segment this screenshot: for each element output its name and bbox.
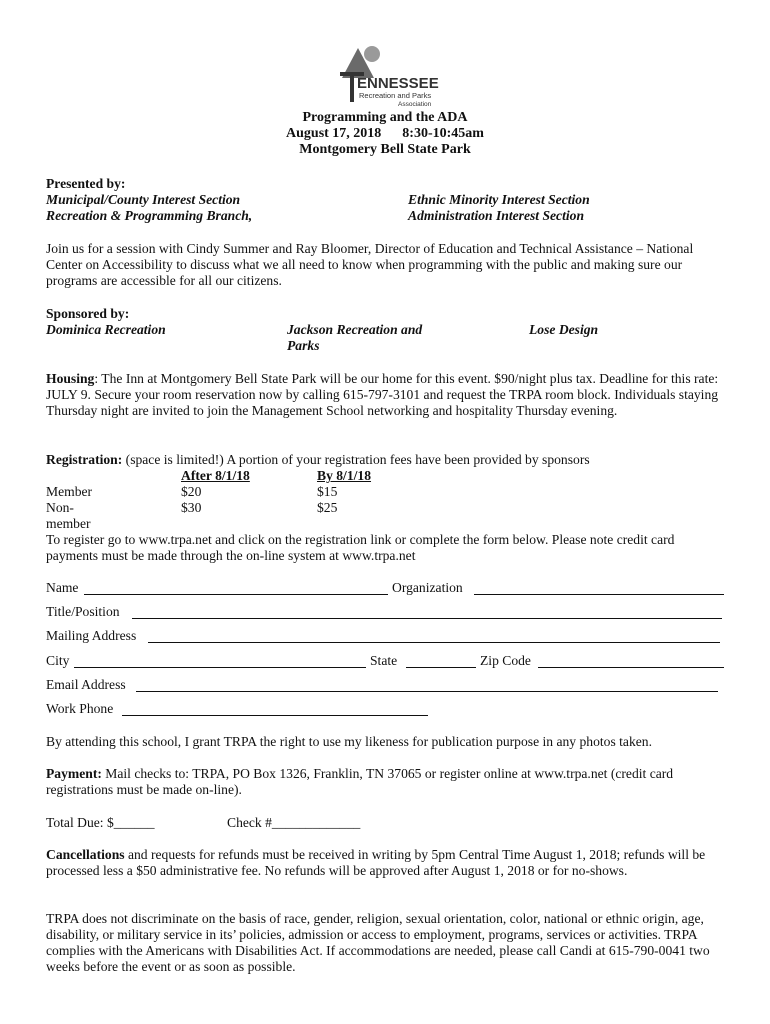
email-label: Email Address (46, 677, 126, 692)
payment-paragraph (46, 766, 726, 798)
title-position-label: Title/Position (46, 604, 120, 619)
sponsor-2-line2: Parks (287, 338, 320, 353)
cancellations-label: Cancellations (46, 847, 125, 862)
row-after: $20 (181, 484, 202, 499)
city-label: City (46, 653, 70, 668)
zip-field[interactable] (538, 653, 724, 668)
row-after: $30 (181, 500, 202, 515)
nondiscrimination-paragraph: TRPA does not discriminate on the basis of race, gender, religion, sexual orientation, color, national or ethnic origin, age, disability, or military service in its’ policies, admission or access to employment, programs, services or activities. TRPA complies with the Americans with Disabilities Act. If accommodations are needed, please call Candi at 615-790-0041 two weeks before the event or as soon as possible. (46, 911, 710, 974)
title-position-field[interactable] (132, 604, 722, 619)
row-type: Non-member (46, 500, 91, 531)
name-field[interactable] (84, 580, 388, 595)
logo-line3: Association (398, 101, 432, 108)
mailing-address-label: Mailing Address (46, 628, 137, 643)
housing-text: : The Inn at Montgomery Bell State Park will be our home for this event. $90/night plus tax. Deadline for this rate: JULY 9. Secure your room reservation now by calling 615-797-3101 and request the TRPA room block. Individuals staying Thursday night are invited to join the Management School networking and hospitality Thursday evening. (46, 371, 719, 418)
logo-graphic (338, 44, 442, 108)
name-label: Name (46, 580, 79, 595)
trpa-logo (338, 44, 442, 108)
organization-label: Organization (392, 580, 463, 595)
state-label: State (370, 653, 398, 668)
payment-text: Mail checks to: TRPA, PO Box 1326, Franklin, TN 37065 or register online at www.trpa.net (credit card registrations must be made on-line). (46, 766, 674, 797)
registration-label: Registration: (46, 452, 123, 467)
payment-label: Payment: (46, 766, 102, 781)
city-field[interactable] (74, 653, 366, 668)
document-title: Programming and the ADA (302, 110, 468, 125)
total-due-field[interactable]: Total Due: $______ (46, 815, 155, 830)
organization-field[interactable] (474, 580, 724, 595)
registration-text: (space is limited!) A portion of your registration fees have been provided by sponsors (122, 452, 590, 467)
check-number-field[interactable]: Check #_____________ (227, 815, 361, 830)
row-by: $25 (317, 500, 338, 515)
event-date-time: August 17, 2018 8:30-10:45am (286, 126, 484, 141)
intro-paragraph: Join us for a session with Cindy Summer and Ray Bloomer, Director of Education and Technical Assistance – National Center on Accessibility to discuss what we all need to know when programming with the public and making sure our programs are accessible for all our citizens. (46, 241, 694, 288)
sponsor-2-line1: Jackson Recreation and (287, 322, 423, 337)
housing-paragraph (46, 371, 726, 419)
photo-consent: By attending this school, I grant TRPA the right to use my likeness for publication purpose in any photos taken. (46, 734, 652, 749)
work-phone-field[interactable] (122, 701, 428, 716)
cancellations-paragraph (46, 847, 726, 879)
housing-label: Housing (46, 371, 95, 386)
col-by-header: By 8/1/18 (317, 468, 372, 483)
sponsor-3: Lose Design (529, 322, 599, 337)
register-note: To register go to www.trpa.net and click on the registration link or complete the form below. Please note credit card payments must be made through the on-line system at www.trpa.net (46, 532, 675, 563)
work-phone-label: Work Phone (46, 701, 114, 716)
registration-paragraph (46, 452, 726, 468)
state-field[interactable] (406, 653, 476, 668)
presented-heading: Presented by: (46, 176, 126, 191)
logo-line2: Recreation and Parks (359, 91, 432, 100)
row-type: Member (46, 484, 93, 499)
logo-word: ENNESSEE (357, 75, 439, 92)
email-field[interactable] (136, 677, 718, 692)
presenter-left-2: Recreation & Programming Branch, (46, 208, 253, 223)
mailing-address-field[interactable] (148, 628, 720, 643)
zip-label: Zip Code (480, 653, 531, 668)
presenter-left-1: Municipal/County Interest Section (46, 192, 241, 207)
presenter-right-1: Ethnic Minority Interest Section (408, 192, 590, 207)
sponsored-heading: Sponsored by: (46, 306, 130, 321)
cancellations-text: and requests for refunds must be received in writing by 5pm Central Time August 1, 2018; refunds will be processed less a $50 administrative fee. No refunds will be approved after August 1, 2018 or for no-shows. (46, 847, 706, 878)
col-after-header: After 8/1/18 (181, 468, 250, 483)
presenter-right-2: Administration Interest Section (408, 208, 585, 223)
sponsor-1: Dominica Recreation (46, 322, 166, 337)
row-by: $15 (317, 484, 338, 499)
event-location: Montgomery Bell State Park (299, 142, 471, 157)
